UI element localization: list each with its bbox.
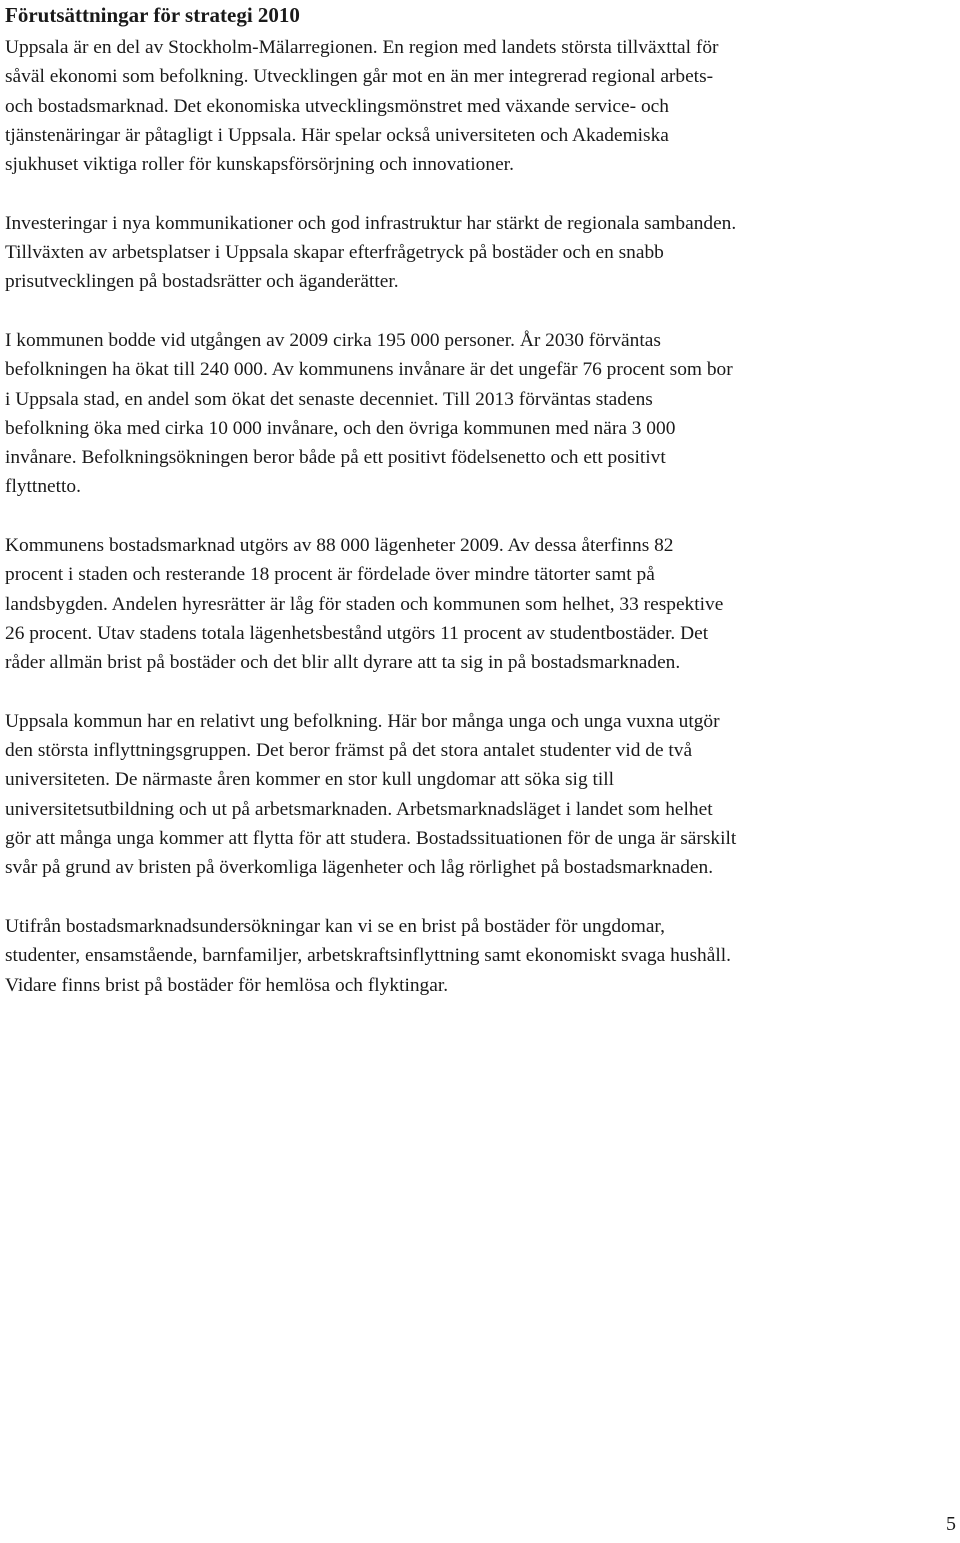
text-line: 26 procent. Utav stadens totala lägenhetsbestånd utgörs 11 procent av studentbostäder. Det xyxy=(5,622,709,644)
text-line: den största inflyttningsgruppen. Det beror främst på det stora antalet studenter vid de två xyxy=(5,740,693,762)
text-line: prisutvecklingen på bostadsrätter och äganderätter. xyxy=(5,271,399,293)
page-number: 5 xyxy=(946,1513,956,1535)
text-line: Kommunens bostadsmarknad utgörs av 88 000 lägenheter 2009. Av dessa återfinns 82 xyxy=(5,535,674,557)
text-line: sjukhuset viktiga roller för kunskapsförsörjning och innovationer. xyxy=(5,154,514,176)
text-line: råder allmän brist på bostäder och det blir allt dyrare att ta sig in på bostadsmarknaden. xyxy=(5,652,681,674)
text-line: Uppsala kommun har en relativt ung befolkning. Här bor många unga och unga vuxna utgör xyxy=(5,710,720,732)
paragraph-housing-market xyxy=(5,531,957,677)
text-line: universitetsutbildning och ut på arbetsmarknaden. Arbetsmarknadsläget i landet som helhet xyxy=(5,798,713,820)
text-line: och bostadsmarknad. Det ekonomiska utvecklingsmönstret med växande service- och xyxy=(5,95,669,117)
paragraph-housing-shortage xyxy=(5,912,957,1000)
text-line: flyttnetto. xyxy=(5,476,81,498)
text-line: Vidare finns brist på bostäder för hemlösa och flyktingar. xyxy=(5,974,449,996)
text-line: invånare. Befolkningsökningen beror både på ett positivt födelsenetto och ett positivt xyxy=(5,447,666,469)
text-line: Tillväxten av arbetsplatser i Uppsala skapar efterfrågetryck på bostäder och en snabb xyxy=(5,242,664,264)
paragraph-population xyxy=(5,326,957,502)
text-line: såväl ekonomi som befolkning. Utvecklingen går mot en än mer integrerad regional arbets- xyxy=(5,66,714,88)
text-line: gör att många unga kommer att flytta för att studera. Bostadssituationen för de unga är särskilt xyxy=(5,828,737,850)
section-heading: Förutsättningar för strategi 2010 xyxy=(5,3,300,27)
document-page xyxy=(5,0,957,1029)
paragraph-region xyxy=(5,33,957,179)
text-line: Utifrån bostadsmarknadsundersökningar kan vi se en brist på bostäder för ungdomar, xyxy=(5,915,665,937)
text-line: procent i staden och resterande 18 procent är fördelade över mindre tätorter samt på xyxy=(5,564,655,586)
text-line: I kommunen bodde vid utgången av 2009 cirka 195 000 personer. År 2030 förväntas xyxy=(5,329,661,351)
text-line: studenter, ensamstående, barnfamiljer, arbetskraftsinflyttning samt ekonomiskt svaga hushåll. xyxy=(5,945,731,967)
text-line: Investeringar i nya kommunikationer och god infrastruktur har stärkt de regionala sambanden. xyxy=(5,212,737,234)
text-line: befolkning öka med cirka 10 000 invånare, och den övriga kommunen med nära 3 000 xyxy=(5,417,676,439)
text-line: svår på grund av bristen på överkomliga lägenheter och låg rörlighet på bostadsmarknaden. xyxy=(5,857,714,879)
text-line: tjänstenäringar är påtagligt i Uppsala. Här spelar också universiteten och Akademiska xyxy=(5,124,669,146)
text-line: befolkningen ha ökat till 240 000. Av kommunens invånare är det ungefär 76 procent som bor xyxy=(5,359,733,381)
paragraph-young-population xyxy=(5,707,957,883)
text-line: Uppsala är en del av Stockholm-Mälarregionen. En region med landets största tillväxttal för xyxy=(5,37,719,58)
paragraph-infrastructure xyxy=(5,209,957,297)
text-line: landsbygden. Andelen hyresrätter är låg för staden och kommunen som helhet, 33 respektive xyxy=(5,593,724,615)
text-line: universiteten. De närmaste åren kommer en stor kull ungdomar att söka sig till xyxy=(5,769,615,791)
text-line: i Uppsala stad, en andel som ökat det senaste decenniet. Till 2013 förväntas stadens xyxy=(5,388,653,410)
